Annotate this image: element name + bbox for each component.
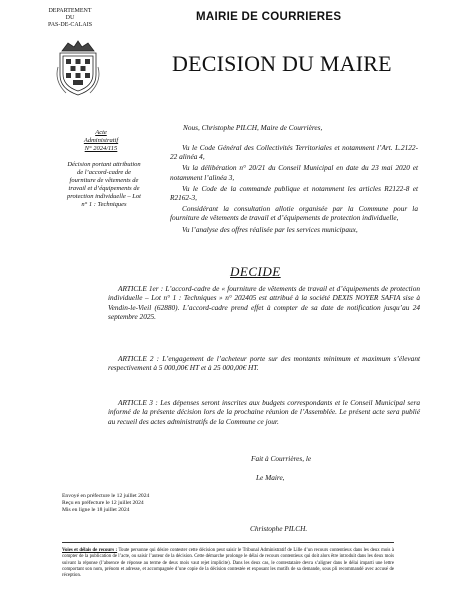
transmission-line: Envoyé en préfecture le 12 juillet 2024: [62, 493, 150, 499]
considerations: [170, 143, 418, 236]
acte-label: Acte: [95, 129, 107, 136]
decision-subject: Décision portant attribution de l’accord-cadre de fourniture de vêtements de travail et d’équipements de protection individuelle – Lot n° 1 : Techniques: [67, 161, 141, 208]
article-3: [108, 398, 420, 426]
acte-type: Administratif: [83, 137, 119, 144]
transmission-line: Mis en ligne le 18 juillet 2024: [62, 507, 130, 514]
consideration-item: Vu le Code de la commande publique et notamment les articles R2122-8 et R2162-3,: [170, 183, 418, 203]
decide-heading: DECIDE: [230, 264, 281, 279]
consideration-item: Vu la délibération n° 20/21 du Conseil Municipal en date du 23 mai 2020 et notamment l’alinéa 3,: [170, 163, 418, 182]
department-line: DEPARTEMENT: [48, 8, 92, 14]
article-2: [108, 354, 420, 373]
acte-reference: [70, 129, 132, 153]
transmission-dates: [62, 493, 149, 515]
signatory-name: Christophe PILCH.: [250, 524, 308, 533]
footer-divider: [62, 542, 394, 543]
article-1: [108, 284, 420, 322]
consideration-item: Vu l’analyse des offres réalisée par les services municipaux,: [182, 224, 358, 234]
appeal-notice: [62, 548, 394, 579]
intro-line: Nous, Christophe PILCH, Maire de Courrières,: [183, 123, 323, 132]
coat-of-arms-icon: [56, 37, 100, 99]
page-title: DECISION DU MAIRE: [172, 51, 392, 76]
acte-number: N° 2024/115: [84, 145, 118, 152]
consideration-item: Vu le Code Général des Collectivités Territoriales et notamment l’Art. L.2122-22 alinéa 4,: [170, 143, 418, 162]
town-hall-heading: MAIRIE DE COURRIERES: [196, 11, 342, 23]
department-line: PAS-DE-CALAIS: [47, 22, 93, 28]
article-text: ARTICLE 1er : L’accord-cadre de « fourniture de vêtements de travail et d’équipements de protection individuelle – Lot n° 1 : Techniques » n° 202405 est attribué à la société DEXIS NOYER SAFIA sise à Vendin-le-Vieil (62880). L’accord-cadre prend effet à compter de sa date de notification jusqu’au 24 septembre 2025.: [108, 284, 420, 322]
appeal-label: Voies et délais de recours :: [62, 548, 118, 553]
signature-role: Le Maire,: [256, 473, 285, 482]
department-line: DU: [65, 15, 75, 21]
article-text: ARTICLE 3 : Les dépenses seront inscrites aux budgets correspondants et le Conseil Municipal sera informé de la présente décision lors de la prochaine réunion de l’Assemblée. Le présent acte sera publié au recueil des actes administratifs de la Commune ce jour.: [108, 398, 420, 426]
department-heading: [40, 8, 100, 29]
article-text: ARTICLE 2 : L’engagement de l’acheteur porte sur des montants minimum et maximum s’élevant respectivement à 5 000,00€ HT et à 25 000,00€ HT.: [108, 354, 420, 373]
appeal-text: Toute personne qui désire contester cette décision peut saisir le Tribunal Administratif de Lille d’un recours contentieux dans les deux mois à compter de la publication de l’acte, ou saisir l’auteur de la décision. Cette démarche prolonge le délai de recours contentieux qui doit alors être introduit dans les deux mois suivant la réponse (l’absence de réponse au terme de deux mois vaut rejet implicite). Dans les deux cas, le contestataire devra s’aligner dans le délai imparti une lettre comportant son nom, prénom et adresse, et accompagnée d’une copie de la décision contestée et exposant les motifs de sa demande, sous pli recommandé avec accusé de réception.: [62, 548, 394, 579]
signature-place: Fait à Courrières, le: [251, 454, 312, 463]
consideration-item: Considérant la consultation allotie organisée par la Commune pour la fourniture de vêtements de travail et d’équipements de protection individuelle,: [170, 204, 418, 223]
transmission-line: Reçu en préfecture le 12 juillet 2024: [62, 500, 144, 507]
